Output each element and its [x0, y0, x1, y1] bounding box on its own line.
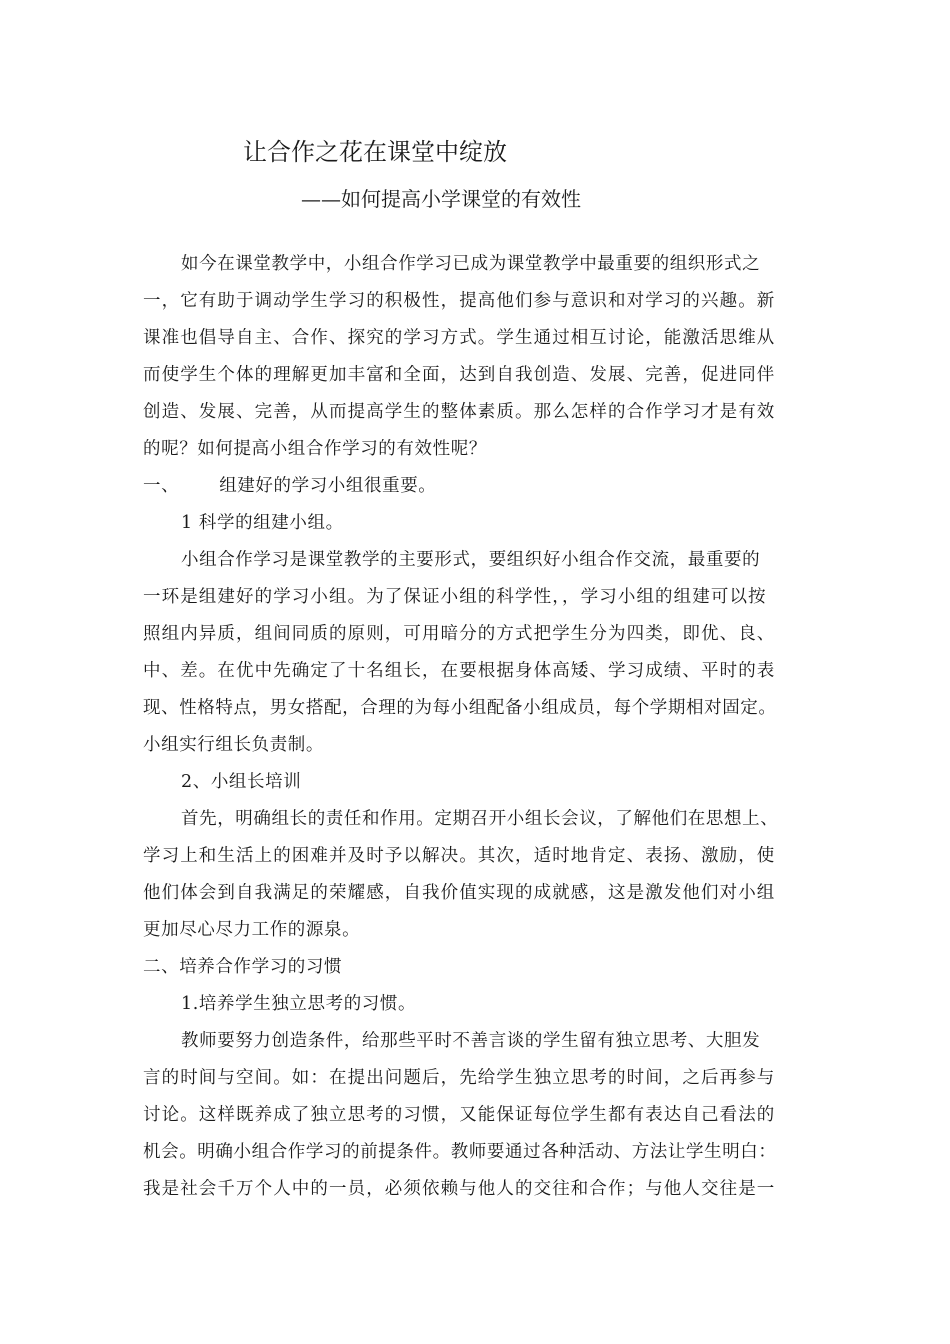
document-title: 让合作之花在课堂中绽放 [243, 138, 507, 166]
paragraph-line: 一环是组建好的学习小组。为了保证小组的科学性，，学习小组的组建可以按 [143, 587, 767, 607]
section-2-heading: 二、培养合作学习的习惯 [143, 957, 343, 977]
paragraph-line: 机会。明确小组合作学习的前提条件。教师要通过各种活动、方法让学生明白： [143, 1142, 777, 1162]
section-1-number: 一、 [143, 476, 180, 496]
document-subtitle: ——如何提高小学课堂的有效性 [301, 187, 581, 211]
paragraph-line: 我是社会千万个人中的一员，必须依赖与他人的交往和合作；与他人交往是一 [143, 1179, 776, 1199]
paragraph-line: 首先，明确组长的责任和作用。定期召开小组长会议，了解他们在思想上、 [181, 809, 779, 829]
paragraph-line: 现、性格特点，男女搭配，合理的为每小组配备小组成员，每个学期相对固定。 [143, 698, 777, 718]
section-1-heading [143, 474, 436, 498]
paragraph-line: 他们体会到自我满足的荣耀感，自我价值实现的成就感，这是激发他们对小组 [143, 883, 776, 903]
intro-line: 课准也倡导自主、合作、探究的学习方式。学生通过相互讨论，能激活思维从 [143, 328, 776, 348]
subsection-title: 1 科学的组建小组。 [181, 513, 344, 533]
subsection-title: 2、小组长培训 [181, 772, 302, 792]
intro-line: 如今在课堂教学中，小组合作学习已成为课堂教学中最重要的组织形式之 [181, 254, 761, 274]
paragraph-line: 教师要努力创造条件，给那些平时不善言谈的学生留有独立思考、大胆发 [181, 1031, 761, 1051]
paragraph-line: 小组实行组长负责制。 [143, 735, 324, 755]
intro-line: 一，它有助于调动学生学习的积极性，提高他们参与意识和对学习的兴趣。新 [143, 291, 776, 311]
paragraph-line: 中、差。在优中先确定了十名组长，在要根据身体高矮、学习成绩、平时的表 [143, 661, 776, 681]
intro-line: 的呢？如何提高小组合作学习的有效性呢？ [143, 439, 487, 459]
paragraph-line: 更加尽心尽力工作的源泉。 [143, 920, 361, 940]
subsection-title: 1.培养学生独立思考的习惯。 [181, 994, 417, 1014]
paragraph-line: 小组合作学习是课堂教学的主要形式，要组织好小组合作交流，最重要的 [181, 550, 761, 570]
intro-line: 创造、发展、完善，从而提高学生的整体素质。那么怎样的合作学习才是有效 [143, 402, 776, 422]
paragraph-line: 讨论。这样既养成了独立思考的习惯，又能保证每位学生都有表达自己看法的 [143, 1105, 776, 1125]
paragraph-line: 照组内异质，组间同质的原则，可用暗分的方式把学生分为四类，即优、良、 [143, 624, 776, 644]
paragraph-line: 学习上和生活上的困难并及时予以解决。其次，适时地肯定、表扬、激励，使 [143, 846, 776, 866]
intro-line: 而使学生个体的理解更加丰富和全面，达到自我创造、发展、完善，促进同伴 [143, 365, 776, 385]
paragraph-line: 言的时间与空间。如：在提出问题后，先给学生独立思考的时间，之后再参与 [143, 1068, 776, 1088]
section-1-title: 组建好的学习小组很重要。 [219, 476, 437, 496]
